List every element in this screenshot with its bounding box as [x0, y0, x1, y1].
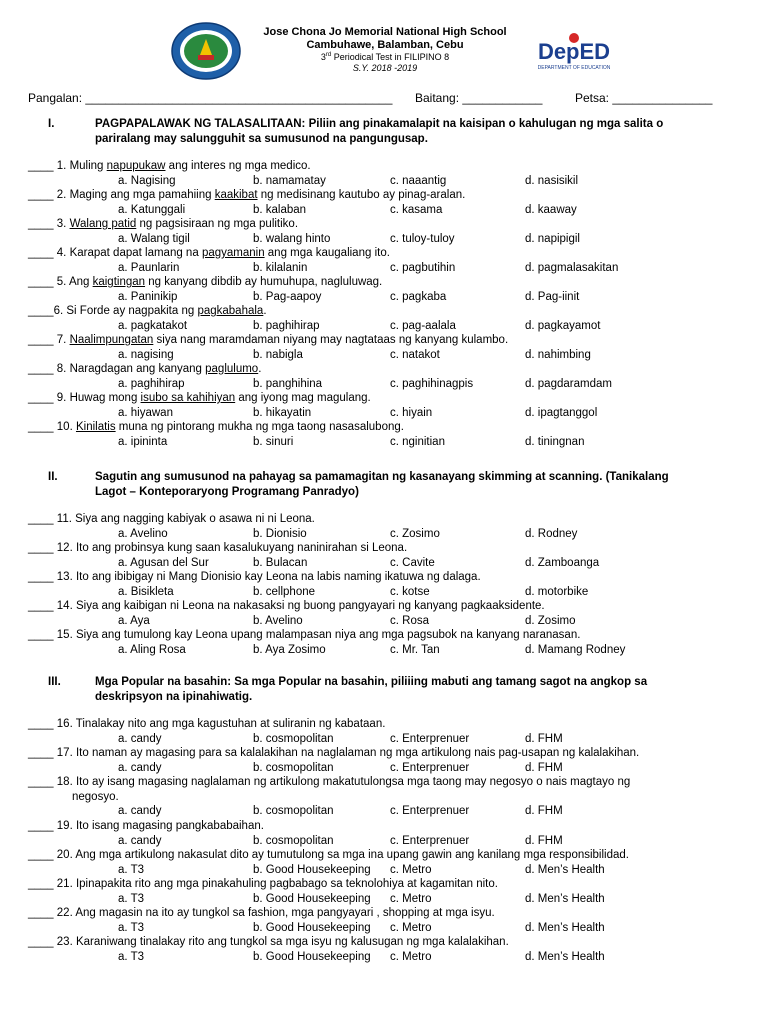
choice-a[interactable]: a. candy [118, 835, 162, 847]
question-number: 15. [56, 629, 76, 641]
choice-d[interactable]: d. pagdaramdam [525, 378, 612, 390]
question-number: 4. [56, 247, 70, 259]
question-text: Ipinapakita rito ang mga pinakahuling pagbabago sa teknolohiya at kagamitan nito. [75, 878, 498, 890]
underlined-term: Walang patid [69, 218, 137, 230]
answer-blank[interactable]: ____ [28, 820, 57, 832]
answer-blank[interactable]: ____ [28, 363, 57, 375]
question-number: 21. [56, 878, 76, 890]
question-5 [28, 276, 382, 288]
choice-a[interactable]: a. pagkatakot [118, 320, 188, 332]
section-3-number: III. [48, 676, 61, 688]
underlined-term: paglulumo [205, 363, 259, 375]
question-text: Tinalakay nito ang mga kagustuhan at suliranin ng kabataan. [75, 718, 386, 730]
question-text: Siya ang nagging kabiyak o asawa ni ni Leona. [75, 513, 315, 525]
choice-c[interactable]: c. naaantig [390, 175, 447, 187]
choice-c[interactable]: c. hiyain [390, 407, 433, 419]
choice-a[interactable]: a. candy [118, 762, 162, 774]
choice-b[interactable]: b. hikayatin [253, 407, 312, 419]
choice-a[interactable]: a. paghihirap [118, 378, 185, 390]
question-number: 22. [56, 907, 76, 919]
question-number: 6. [53, 305, 67, 317]
section-1-number: I. [48, 118, 55, 130]
choice-c[interactable]: c. Rosa [390, 615, 429, 627]
question-text-end: ng medisinang kautubo ay pinag-aralan. [257, 189, 466, 201]
date-field[interactable]: Petsa: _______________ [575, 91, 713, 105]
choice-d[interactable]: d. FHM [525, 733, 563, 745]
question-text-end: ng pagsisiraan ng mga pulitiko. [136, 218, 299, 230]
question-text-end: ang mga kaugaliang ito. [264, 247, 390, 259]
choice-c[interactable]: c. Metro [390, 922, 432, 934]
question-11 [28, 513, 315, 525]
choice-c[interactable]: c. tuloy-tuloy [390, 233, 455, 245]
answer-blank[interactable]: ____ [28, 849, 57, 861]
underlined-term: Kinilatis [75, 421, 116, 433]
choice-c[interactable]: c. nginitian [390, 436, 445, 448]
question-text: Si Forde ay nagpakita ng [66, 305, 198, 317]
underlined-term: kaigtingan [92, 276, 146, 288]
choice-b[interactable]: b. Good Housekeeping [253, 893, 371, 905]
question-number: 11. [56, 513, 76, 525]
answer-blank[interactable]: ____ [28, 421, 57, 433]
choice-a[interactable]: a. nagising [118, 349, 174, 361]
section-1-instructions: PAGPAPALAWAK NG TALASALITAAN: Piliin ang pinakamalapit na kaisipan o kahulugan ng mga salita o pariralang may salungguhit sa sumusunod na pangungusap. [95, 118, 664, 145]
choice-c[interactable]: c. pagbutihin [390, 262, 456, 274]
deped-logo [527, 28, 621, 72]
question-text-end: muna ng pintorang mukha ng mga taong nasasalubong. [115, 421, 404, 433]
answer-blank[interactable]: ____ [28, 218, 57, 230]
choice-b[interactable]: b. walang hinto [253, 233, 331, 245]
question-text: Siya ang tumulong kay Leona upang malampasan niya ang mga pagsubok na kanyang naranasan. [75, 629, 581, 641]
choice-d[interactable]: d. ipagtanggol [525, 407, 598, 419]
answer-blank[interactable]: ____ [28, 334, 57, 346]
question-text: Siya ang kaibigan ni Leona na nakasaksi ng buong pangyayari ng kanyang pagkaaksidente. [75, 600, 545, 612]
choice-b[interactable]: b. Good Housekeeping [253, 922, 371, 934]
choice-c[interactable]: c. Metro [390, 893, 432, 905]
choice-a[interactable]: a. Katunggali [118, 204, 186, 216]
question-text: Ito isang magasing pangkababaihan. [75, 820, 264, 832]
school-seal-logo [170, 21, 242, 81]
choice-b[interactable]: b. paghihirap [253, 320, 320, 332]
question-number: 20. [56, 849, 76, 861]
choice-c[interactable]: c. kotse [390, 586, 430, 598]
school-year: S.Y. 2018 -2019 [352, 63, 418, 73]
choice-d[interactable]: d. Men’s Health [525, 922, 605, 934]
section-2-instructions: Sagutin ang sumusunod na pahayag sa pamamagitan ng kasanayang skimming at scanning. (Tanikalang Lagot – Konteporaryong Programang Panradyo) [95, 471, 669, 498]
question-16 [28, 718, 385, 730]
section-3-instructions: Mga Popular na basahin: Sa mga Popular na basahin, piliiing mabuti ang tamang sagot na angkop sa deskripsyon na ipinahiwatig. [95, 676, 648, 703]
section-2-number: II. [48, 471, 58, 483]
question-22 [28, 907, 495, 919]
choice-a[interactable]: a. Bisikleta [118, 586, 174, 598]
choice-a[interactable]: a. Nagising [118, 175, 176, 187]
school-address: Cambuhawe, Balamban, Cebu [306, 39, 464, 51]
grade-field[interactable]: Baitang: ____________ [415, 91, 543, 105]
question-number: 1. [56, 160, 70, 172]
answer-blank[interactable]: ____ [28, 718, 57, 730]
choice-b[interactable]: b. Good Housekeeping [253, 951, 371, 963]
question-13 [28, 571, 481, 583]
question-14 [28, 600, 545, 612]
question-text: Ito ay isang magasing naglalaman ng artikulong makatutulongsa mga taong may negosyo o nais magtayo ng [75, 776, 631, 788]
question-17 [28, 747, 639, 759]
choice-c[interactable]: c. Cavite [390, 557, 435, 569]
test-ordinal: 3 [320, 52, 326, 62]
answer-blank[interactable]: ____ [28, 247, 57, 259]
question-text-end: ang iyong mag magulang. [235, 392, 371, 404]
question-number: 3. [56, 218, 70, 230]
choice-c[interactable]: c. Zosimo [390, 528, 440, 540]
choice-a[interactable]: a. candy [118, 733, 162, 745]
answer-blank[interactable]: ____ [28, 160, 57, 172]
question-text: Ito ang ibibigay ni Mang Dionisio kay Leona na labis naming ikatuwa ng dalaga. [75, 571, 481, 583]
question-number: 14. [56, 600, 76, 612]
question-text: Ang [68, 276, 93, 288]
question-number: 7. [56, 334, 70, 346]
choice-b[interactable]: b. Avelino [253, 615, 303, 627]
choice-b[interactable]: b. Dionisio [253, 528, 307, 540]
question-text-end: . [258, 363, 262, 375]
question-number: 19. [56, 820, 76, 832]
test-title [240, 52, 530, 62]
choice-c[interactable]: c. Mr. Tan [390, 644, 440, 656]
choice-c[interactable]: c. kasama [390, 204, 443, 216]
underlined-term: Naalimpungatan [69, 334, 154, 346]
choice-c[interactable]: c. pagkaba [390, 291, 447, 303]
choice-b[interactable]: b. kilalanin [253, 262, 308, 274]
answer-blank[interactable]: ____ [28, 305, 54, 317]
choice-c[interactable]: c. Metro [390, 951, 432, 963]
question-text-end: ng kanyang dibdib ay humuhupa, nagluluwag. [145, 276, 383, 288]
choice-d[interactable]: d. Zosimo [525, 615, 576, 627]
choice-b[interactable]: b. sinuri [253, 436, 294, 448]
deped-logo-subtext: DEPARTMENT OF EDUCATION [537, 65, 611, 71]
choice-c[interactable]: c. pag-aalala [390, 320, 456, 332]
question-text-end: siya nang maramdaman niyang may nagtataas ng kanyang kulambo. [153, 334, 509, 346]
choice-b[interactable]: b. cosmopolitan [253, 835, 334, 847]
choice-c[interactable]: c. paghihinagpis [390, 378, 474, 390]
choice-a[interactable]: a. candy [118, 805, 162, 817]
question-text: Ito ang probinsya kung saan kasalukuyang naninirahan si Leona. [75, 542, 408, 554]
question-text-end: . [263, 305, 267, 317]
question-21 [28, 878, 498, 890]
question-7 [28, 334, 508, 346]
question-18 [28, 776, 630, 788]
answer-blank[interactable]: ____ [28, 907, 57, 919]
question-1 [28, 160, 311, 172]
underlined-term: isubo sa kahihiyan [140, 392, 236, 404]
answer-blank[interactable]: ____ [28, 571, 57, 583]
choice-b[interactable]: b. Bulacan [253, 557, 308, 569]
answer-blank[interactable]: ____ [28, 600, 57, 612]
choice-d[interactable]: d. Mamang Rodney [525, 644, 626, 656]
answer-blank[interactable]: ____ [28, 189, 57, 201]
question-number: 5. [56, 276, 69, 288]
question-8 [28, 363, 261, 375]
question-4 [28, 247, 390, 259]
choice-b[interactable]: b. cosmopolitan [253, 733, 334, 745]
choice-a[interactable]: a. T3 [118, 893, 144, 905]
choice-b[interactable]: b. cosmopolitan [253, 805, 334, 817]
question-number: 10. [56, 421, 76, 433]
choice-d[interactable]: d. Zamboanga [525, 557, 600, 569]
choice-a[interactable]: a. Paunlarin [118, 262, 180, 274]
question-number: 13. [56, 571, 76, 583]
answer-blank[interactable]: ____ [28, 542, 57, 554]
question-23 [28, 936, 509, 948]
choice-a[interactable]: a. Aling Rosa [118, 644, 186, 656]
choice-b[interactable]: b. Good Housekeeping [253, 864, 371, 876]
answer-blank[interactable]: ____ [28, 936, 57, 948]
question-15 [28, 629, 580, 641]
underlined-term: pagyamanin [201, 247, 265, 259]
underlined-term: pagkabahala [197, 305, 264, 317]
choice-c[interactable]: c. Enterprenuer [390, 805, 470, 817]
question-2 [28, 189, 465, 201]
choice-a[interactable]: a. T3 [118, 951, 144, 963]
choice-a[interactable]: a. hiyawan [118, 407, 173, 419]
question-continuation: negosyo. [72, 791, 119, 803]
answer-blank[interactable]: ____ [28, 629, 57, 641]
choice-c[interactable]: c. natakot [390, 349, 440, 361]
choice-d[interactable]: d. Pag-iinit [525, 291, 580, 303]
question-text: Huwag mong [69, 392, 141, 404]
test-ordinal-suffix: rd [325, 52, 332, 58]
choice-d[interactable]: d. nahimbing [525, 349, 591, 361]
question-number: 8. [56, 363, 70, 375]
question-20 [28, 849, 629, 861]
question-number: 17. [56, 747, 76, 759]
question-number: 12. [56, 542, 76, 554]
question-number: 16. [56, 718, 76, 730]
question-10 [28, 421, 404, 433]
choice-a[interactable]: a. Avelino [118, 528, 168, 540]
choice-a[interactable]: a. Aya [118, 615, 150, 627]
question-text: Naragdagan ang kanyang [69, 363, 206, 375]
choice-b[interactable]: b. Pag-aapoy [253, 291, 322, 303]
choice-a[interactable]: a. T3 [118, 922, 144, 934]
choice-d[interactable]: d. Rodney [525, 528, 578, 540]
question-number: 18. [56, 776, 76, 788]
question-12 [28, 542, 407, 554]
choice-c[interactable]: c. Metro [390, 864, 432, 876]
choice-d[interactable]: d. Men’s Health [525, 951, 605, 963]
underlined-term: napupukaw [106, 160, 166, 172]
choice-b[interactable]: b. cosmopolitan [253, 762, 334, 774]
choice-d[interactable]: d. kaaway [525, 204, 577, 216]
question-number: 9. [56, 392, 70, 404]
choice-b[interactable]: b. namamatay [253, 175, 326, 187]
test-title-text: Periodical Test in FILIPINO 8 [331, 52, 450, 62]
question-text: Karaniwang tinalakay rito ang tungkol sa mga isyu ng kalusugan ng mga kalalakihan. [75, 936, 509, 948]
choice-d[interactable]: d. FHM [525, 805, 563, 817]
choice-d[interactable]: d. Men’s Health [525, 893, 605, 905]
choice-b[interactable]: b. cellphone [253, 586, 316, 598]
choice-b[interactable]: b. kalaban [253, 204, 307, 216]
question-text: Ang magasin na ito ay tungkol sa fashion, mga pangyayari , shopping at mga isyu. [75, 907, 495, 919]
choice-d[interactable]: d. pagmalasakitan [525, 262, 619, 274]
choice-a[interactable]: a. Paninikip [118, 291, 178, 303]
deped-logo-text: DepED [537, 39, 611, 64]
school-name: Jose Chona Jo Memorial National High School [263, 26, 507, 38]
answer-blank[interactable]: ____ [28, 276, 57, 288]
choice-b[interactable]: b. panghihina [253, 378, 323, 390]
choice-d[interactable]: d. FHM [525, 835, 563, 847]
question-text: Maging ang mga pamahiing [69, 189, 215, 201]
choice-b[interactable]: b. Aya Zosimo [253, 644, 326, 656]
answer-blank[interactable]: ____ [28, 878, 57, 890]
choice-d[interactable]: d. tiningnan [525, 436, 585, 448]
choice-d[interactable]: d. motorbike [525, 586, 589, 598]
choice-b[interactable]: b. nabigla [253, 349, 303, 361]
answer-blank[interactable]: ____ [28, 392, 57, 404]
question-text-end: ang interes ng mga medico. [165, 160, 311, 172]
choice-c[interactable]: c. Enterprenuer [390, 835, 470, 847]
choice-d[interactable]: d. nasisikil [525, 175, 579, 187]
choice-d[interactable]: d. FHM [525, 762, 563, 774]
choice-d[interactable]: d. Men’s Health [525, 864, 605, 876]
choice-a[interactable]: a. Walang tigil [118, 233, 190, 245]
question-19 [28, 820, 264, 832]
choice-d[interactable]: d. pagkayamot [525, 320, 601, 332]
answer-blank[interactable]: ____ [28, 747, 57, 759]
choice-a[interactable]: a. ipininta [118, 436, 168, 448]
underlined-term: kaakibat [214, 189, 258, 201]
question-text: Karapat dapat lamang na [69, 247, 202, 259]
question-text: Muling [69, 160, 107, 172]
question-3 [28, 218, 298, 230]
question-9 [28, 392, 371, 404]
answer-blank[interactable]: ____ [28, 513, 57, 525]
choice-a[interactable]: a. T3 [118, 864, 144, 876]
question-number: 23. [56, 936, 76, 948]
choice-a[interactable]: a. Agusan del Sur [118, 557, 209, 569]
question-number: 2. [56, 189, 70, 201]
choice-c[interactable]: c. Enterprenuer [390, 762, 470, 774]
question-6 [28, 305, 267, 317]
choice-c[interactable]: c. Enterprenuer [390, 733, 470, 745]
question-text: Ang mga artikulong nakasulat dito ay tumutulong sa mga ina upang gawin ang kanilang mga responsibilidad. [75, 849, 629, 861]
name-field[interactable]: Pangalan: ______________________________________________ [28, 91, 393, 105]
answer-blank[interactable]: ____ [28, 776, 57, 788]
choice-d[interactable]: d. napipigil [525, 233, 580, 245]
question-text: Ito naman ay magasing para sa kalalakihan na naglalaman ng mga artikulong nais pag-usapan ng kalalakihan. [75, 747, 640, 759]
